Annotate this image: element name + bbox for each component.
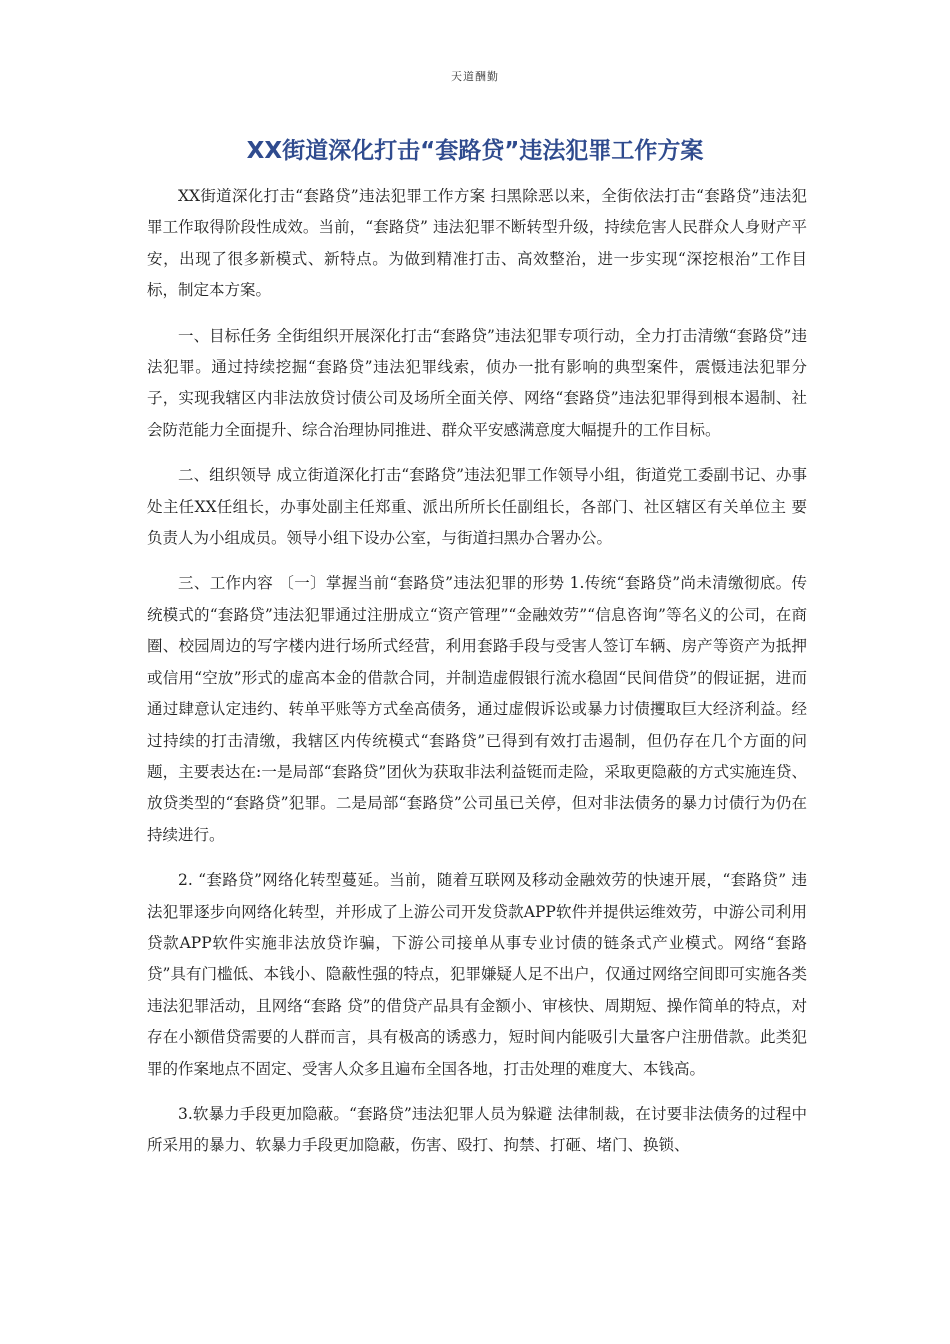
paragraph-section-2: 二、组织领导 成立街道深化打击“套路贷”违法犯罪工作领导小组，街道党工委副书记、办事处主任XX任组长，办事处副主任郑重、派出所所长任副组长，各部门、社区辖区有关单位主 要负责人为小组成员。领导小组下设办公室，与街道扫黑办合署办公。 bbox=[147, 466, 807, 548]
document-title: XX街道深化打击“套路贷”违法犯罪工作方案 bbox=[246, 138, 704, 164]
paragraph-item-3: 3.软暴力手段更加隐蔽。“套路贷”违法犯罪人员为躲避 法律制裁，在讨要非法债务的过程中所采用的暴力、软暴力手段更加隐蔽，伤害、殴打、拘禁、打砸、堵门、换锁、 bbox=[147, 1104, 807, 1155]
paragraph-intro: XX街道深化打击“套路贷”违法犯罪工作方案 扫黑除恶以来，全街依法打击“套路贷”违法犯罪工作取得阶段性成效。当前，“套路贷” 违法犯罪不断转型升级，持续危害人民群众人身财产平安，出现了很多新模式、新特点。为做到精准打击、高效整治，进一步实现“深挖根治”工作目标，制定本方案。 bbox=[147, 187, 807, 300]
paragraph-item-2: 2. “套路贷”网络化转型蔓延。当前，随着互联网及移动金融效劳的快速开展，“套路贷” 违法犯罪逐步向网络化转型，并形成了上游公司开发贷款APP软件并提供运维效劳，中游公司利用贷款APP软件实施非法放贷诈骗，下游公司接单从事专业讨债的链条式产业模式。网络“套路贷”具有门槛低、本钱小、隐蔽性强的特点，犯罪嫌疑人足不出户，仅通过网络空间即可实施各类违法犯罪活动，且网络“套路 贷”的借贷产品具有金额小、审核快、周期短、操作简单的特点，对存在小额借贷需要的人群而言，具有极高的诱惑力，短时间内能吸引大量客户注册借款。此类犯罪的作案地点不固定、受害人众多且遍布全国各地，打击处理的难度大、本钱高。 bbox=[147, 871, 807, 1078]
paragraph-section-3: 三、工作内容 〔一〕掌握当前“套路贷”违法犯罪的形势 1.传统“套路贷”尚未清缴彻底。传统模式的“套路贷”违法犯罪通过注册成立“资产管理”“金融效劳”“信息咨询”等名义的公司，在商圈、校园周边的写字楼内进行场所式经营，利用套路手段与受害人签订车辆、房产等资产为抵押或信用“空放”形式的虚高本金的借款合同，并制造虚假银行流水稳固“民间借贷”的假证据，进而通过肆意认定违约、转单平账等方式垒高债务，通过虚假诉讼或暴力讨债攫取巨大经济利益。经过持续的打击清缴，我辖区内传统模式“套路贷”已得到有效打击遏制，但仍存在几个方面的问题，主要表达在:一是局部“套路贷”团伙为获取非法利益铤而走险，采取更隐蔽的方式实施连贷、放贷类型的“套路贷”犯罪。二是局部“套路贷”公司虽已关停，但对非法债务的暴力讨债行为仍在持续进行。 bbox=[147, 574, 807, 844]
document-body bbox=[147, 181, 807, 1176]
header-tag: 天道酬勤 bbox=[451, 70, 499, 83]
paragraph-section-1: 一、目标任务 全街组织开展深化打击“套路贷”违法犯罪专项行动，全力打击清缴“套路贷”违法犯罪。通过持续挖掘“套路贷”违法犯罪线索，侦办一批有影响的典型案件，震慑违法犯罪分子，实现我辖区内非法放贷讨债公司及场所全面关停、网络“套路贷”违法犯罪得到根本遏制、社会防范能力全面提升、综合治理协同推进、群众平安感满意度大幅提升的工作目标。 bbox=[147, 326, 807, 439]
